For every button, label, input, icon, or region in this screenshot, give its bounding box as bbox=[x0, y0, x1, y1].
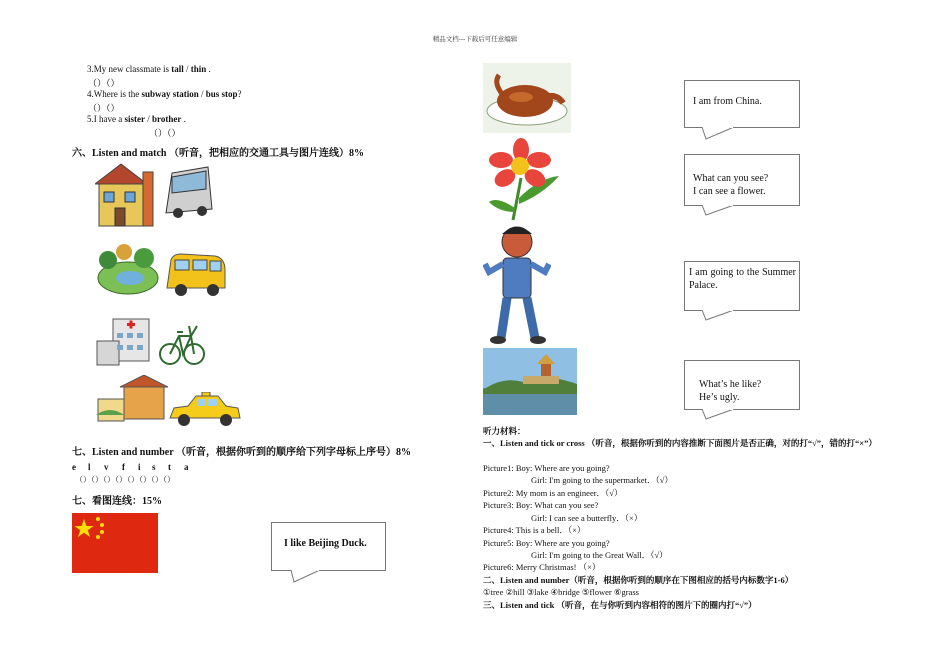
section-7-listen-title: 七、Listen and number （听音，根据你听到的顺序给下列字母标上序号）8% bbox=[72, 447, 412, 458]
material-line-3: Picture2: My mom is an engineer．（√） bbox=[483, 488, 623, 498]
speech-bubble-summer-palace bbox=[684, 261, 800, 311]
material-line-7: Picture5: Boy: Where are you going? bbox=[483, 538, 610, 548]
speech-bubble-summer-palace-tail bbox=[700, 310, 744, 322]
question-5-option-2: brother bbox=[152, 114, 182, 124]
material-line-1: Picture1: Boy: Where are you going? bbox=[483, 463, 610, 473]
letter-4: f bbox=[122, 462, 125, 472]
question-4-separator: / bbox=[198, 89, 206, 99]
question-5-text: 5.I have a bbox=[87, 114, 125, 124]
question-3-text: 3.My new classmate is bbox=[87, 64, 172, 74]
speech-bubble-duck bbox=[271, 522, 386, 571]
letter-7: t bbox=[168, 462, 171, 472]
question-4-option-1: subway station bbox=[141, 89, 199, 99]
part-2-items: ①tree ②hill ③lake ④bridge ⑤flower ⑥grass bbox=[483, 587, 639, 597]
question-4-text: 4.Where is the bbox=[87, 89, 142, 99]
bike-image bbox=[159, 312, 205, 370]
letter-8: a bbox=[184, 462, 189, 472]
roast-duck-image bbox=[483, 63, 571, 133]
question-5-end: . bbox=[181, 114, 186, 124]
bus-image bbox=[163, 250, 229, 300]
part-1-title: 一、Listen and tick or cross （听音，根据你听到的内容推断下面图片是否正确，对的打“√”，错的打“×”） bbox=[483, 438, 877, 448]
flower-image bbox=[483, 138, 563, 222]
speech-bubble-ugly-text: What’s he like? He’s ugly. bbox=[699, 379, 762, 403]
speech-bubble-duck-tail bbox=[290, 570, 330, 584]
question-4-answer-parens: （）（） bbox=[88, 103, 120, 113]
question-3 bbox=[87, 64, 211, 74]
question-5-separator: / bbox=[144, 114, 152, 124]
question-3-option-2: thin bbox=[190, 64, 207, 74]
material-title: 听力材料： bbox=[483, 426, 526, 436]
speech-bubble-flower bbox=[684, 154, 800, 206]
letter-2: l bbox=[88, 462, 91, 472]
letter-3: v bbox=[104, 462, 109, 472]
school-image bbox=[96, 375, 168, 425]
speech-bubble-china-text: I am from China. bbox=[693, 96, 762, 107]
question-3-separator: / bbox=[183, 64, 191, 74]
speech-bubble-summer-palace-text: I am going to the Summer Palace. bbox=[689, 267, 796, 291]
hospital-image bbox=[95, 313, 157, 371]
question-5-answer-parens: （）（） bbox=[149, 128, 181, 138]
question-3-answer-parens: （）（） bbox=[88, 78, 120, 88]
letter-6: s bbox=[152, 462, 156, 472]
park-image bbox=[96, 238, 160, 298]
section-6-title: 六、Listen and match （听音，把相应的交通工具与图片连线）8% bbox=[72, 148, 364, 159]
material-line-6: Picture4: This is a bell．（×） bbox=[483, 525, 586, 535]
question-5-option-1: sister bbox=[124, 114, 145, 124]
question-4 bbox=[87, 89, 242, 99]
part-3-title: 三、Listen and tick （听音，在与你听到内容相符的图片下的圈内打“√”） bbox=[483, 600, 757, 610]
section-7-match-title: 七、看图连线：15% bbox=[72, 496, 162, 507]
material-line-9: Picture6: Merry Christmas! （×） bbox=[483, 562, 601, 572]
letter-answer-parens: （）（）（）（）（）（）（）（） bbox=[75, 475, 175, 484]
page-header: 精品文档---下载后可任意编辑 bbox=[432, 36, 518, 43]
china-flag-image bbox=[72, 513, 158, 573]
speech-bubble-flower-text: What can you see? I can see a flower. bbox=[693, 173, 769, 197]
shop-building-image bbox=[95, 162, 157, 228]
summer-palace-image bbox=[483, 348, 577, 415]
material-line-2: Girl: I'm going to the supermarket．（√） bbox=[531, 475, 673, 485]
speech-bubble-duck-text: I like Beijing Duck. bbox=[284, 538, 367, 549]
speech-bubble-ugly bbox=[684, 360, 800, 410]
train-image bbox=[158, 163, 216, 225]
letter-5: i bbox=[138, 462, 141, 472]
speech-bubble-ugly-tail bbox=[700, 409, 744, 421]
speech-bubble-china-tail bbox=[700, 127, 744, 141]
question-5 bbox=[87, 114, 186, 124]
material-line-8: Girl: I'm going to the Great Wall．（√） bbox=[531, 550, 668, 560]
material-line-4: Picture3: Boy: What can you see? bbox=[483, 500, 599, 510]
ugly-man-image bbox=[483, 224, 551, 346]
question-4-end: ? bbox=[237, 89, 242, 99]
question-4-option-2: bus stop bbox=[205, 89, 238, 99]
question-3-end: . bbox=[206, 64, 211, 74]
part-2-title: 二、Listen and number（听音，根据你听到的顺序在下图相应的括号内标数字1-6） bbox=[483, 575, 794, 585]
letter-1: e bbox=[72, 462, 76, 472]
question-3-option-1: tall bbox=[171, 64, 184, 74]
taxi-image bbox=[168, 392, 242, 428]
speech-bubble-flower-tail bbox=[700, 205, 744, 217]
speech-bubble-china bbox=[684, 80, 800, 128]
material-line-5: Girl: I can see a butterfly．（×） bbox=[531, 513, 643, 523]
